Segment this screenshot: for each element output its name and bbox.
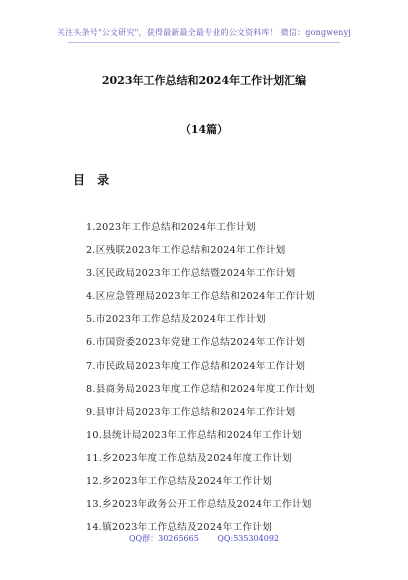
page-header-notice: 关注头条号"公文研究"，获得最新最全最专业的公文资料库！ 微信：gongwenyj: [56, 28, 352, 37]
page-footer: [0, 533, 408, 544]
header-divider: [68, 42, 340, 43]
toc-item[interactable]: 1.2023年工作总结和2024年工作计划: [86, 222, 256, 233]
toc-item[interactable]: 3.区民政局2023年工作总结暨2024年工作计划: [86, 268, 296, 280]
toc-item[interactable]: 13.乡2023年政务公开工作总结及2024年工作计划: [86, 499, 312, 511]
toc-item[interactable]: 8.县商务局2023年度工作总结和2024年度工作计划: [86, 383, 316, 395]
toc-item[interactable]: 10.县统计局2023年工作总结和2024年工作计划: [86, 429, 302, 441]
toc-item[interactable]: 7.市民政局2023年度工作总结和2024年工作计划: [86, 360, 306, 372]
toc-item[interactable]: 2.区残联2023年工作总结和2024年工作计划: [86, 245, 286, 257]
toc-item[interactable]: 12.乡2023年工作总结及2024年工作计划: [86, 476, 273, 488]
document-title: 2023年工作总结和2024年工作计划汇编: [101, 74, 307, 87]
footer-qq: QQ:535304092: [217, 534, 279, 543]
toc-item[interactable]: 5.市2023年工作总结及2024年工作计划: [86, 314, 266, 326]
toc-heading: 目 录: [73, 173, 114, 187]
table-of-contents: [86, 219, 315, 542]
toc-item[interactable]: 14.镇2023年工作总结及2024年工作计划: [86, 522, 273, 534]
toc-item[interactable]: 11.乡2023年度工作总结及2024年度工作计划: [86, 452, 292, 464]
footer-qq-group: QQ群：30265665: [128, 534, 199, 543]
toc-item[interactable]: 6.市国资委2023年党建工作总结2024年工作计划: [86, 337, 306, 349]
toc-item[interactable]: 4.区应急管理局2023年工作总结和2024年工作计划: [86, 291, 316, 303]
toc-item[interactable]: 9.县审计局2023年工作总结和2024年工作计划: [86, 406, 296, 418]
document-subtitle: （14篇）: [179, 123, 229, 136]
